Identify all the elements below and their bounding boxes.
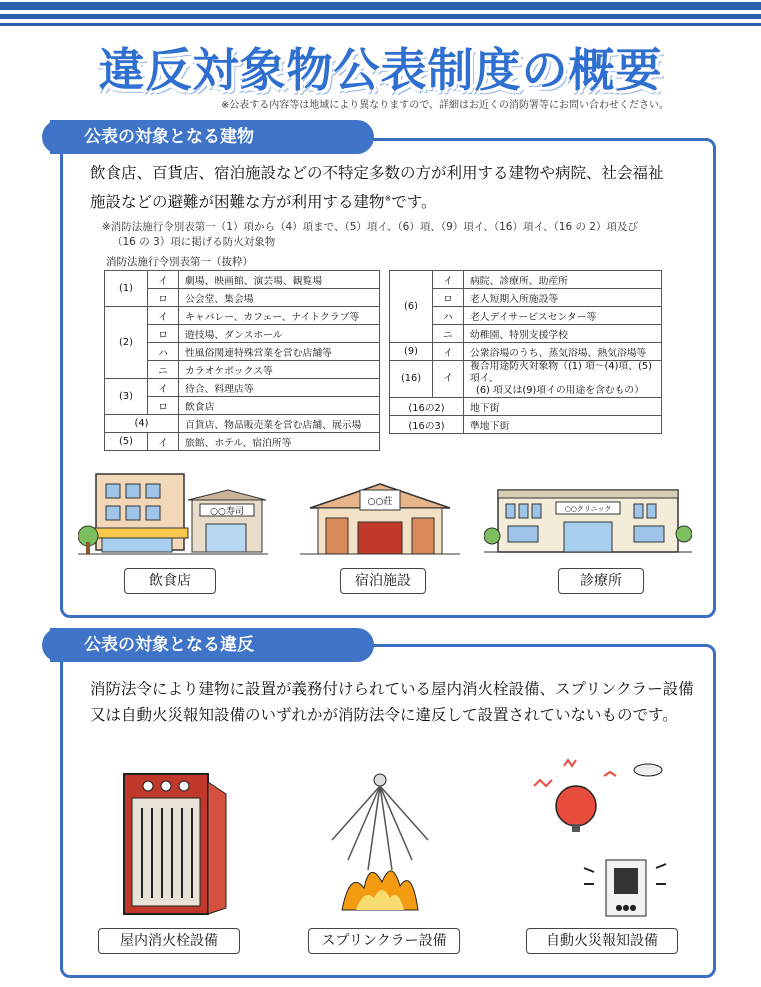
table-row: (2) イ キャバレー、カフェー、ナイトクラブ等 xyxy=(105,307,380,325)
table-row: (16) イ 複合用途防火対象物（(1) 項～(4)項、(5) 項イ、 (6) 項又は(9)項イの用途を含むもの） xyxy=(390,361,662,398)
violations-lead xyxy=(90,676,700,728)
building-label-lodging: 宿泊施設 xyxy=(340,568,426,594)
header-stripes xyxy=(0,0,761,30)
table-caption: 消防法施行令別表第一（抜粋） xyxy=(106,256,253,268)
section-violations-heading: 公表の対象となる違反 xyxy=(58,628,374,662)
equipment-label-alarm: 自動火災報知設備 xyxy=(526,928,678,954)
building-label-clinic: 診療所 xyxy=(558,568,644,594)
law-table-right xyxy=(389,270,662,434)
lodging-building-illustration xyxy=(300,478,460,558)
table-row: ロ 飲食店 xyxy=(105,397,380,415)
table-row: (6) イ 病院、診療所、助産所 xyxy=(390,271,662,289)
table-row: ロ 老人短期入所施設等 xyxy=(390,289,662,307)
violations-lead-line1: 消防法令により建物に設置が義務付けられている屋内消火栓設備、スプリンクラー設備 xyxy=(90,680,694,698)
svg-text:●●●: ●●● xyxy=(615,903,637,912)
table-row: ハ 老人デイサービスセンター等 xyxy=(390,307,662,325)
table-row: ニ カラオケボックス等 xyxy=(105,361,380,379)
law-table-left xyxy=(104,270,380,451)
page-note: ※公表する内容等は地域により異なりますので、詳細はお近くの消防署等にお問い合わせください。 xyxy=(220,100,669,111)
buildings-lead-line1: 飲食店、百貨店、宿泊施設などの不特定多数の方が利用する建物や病院、社会福祉 xyxy=(90,164,664,182)
fire-alarm-icon xyxy=(524,756,674,920)
table-row: (9) イ 公衆浴場のうち、蒸気浴場、熱気浴場等 xyxy=(390,343,662,361)
hydrant-cabinet-icon xyxy=(112,768,232,918)
page-title: 違反対象物公表制度の概要 xyxy=(98,43,663,97)
clinic-building-illustration xyxy=(484,482,692,558)
table-row: (4) 百貨店、物品販売業を営む店舗、展示場 xyxy=(105,415,380,433)
table-row: ロ 公会堂、集会場 xyxy=(105,289,380,307)
equipment-label-hydrant: 屋内消火栓設備 xyxy=(98,928,240,954)
table-row: ロ 遊技場、ダンスホール xyxy=(105,325,380,343)
sign-text: ○○荘 xyxy=(367,497,393,507)
table-row: ニ 幼稚園、特別支援学校 xyxy=(390,325,662,343)
table-row: (3) イ 待合、料理店等 xyxy=(105,379,380,397)
buildings-lead xyxy=(90,160,700,215)
sign-text: ○○寿司 xyxy=(210,507,244,517)
sprinkler-icon xyxy=(322,770,438,920)
buildings-footnote: ※消防法施行令別表第一（1）項から（4）項まで、（5）項イ、（6）項、（9）項イ、（16）項イ、（16 の 2）項及び （16 の 3）項に掲げる防火対象物 xyxy=(102,221,638,248)
table-row: (16の3) 準地下街 xyxy=(390,416,662,434)
buildings-lead-line2: 施設などの避難が困難な方が利用する建物※です。 xyxy=(90,193,437,212)
sign-text: ○○クリニック xyxy=(564,505,612,513)
table-row: (1) イ 劇場、映画館、演芸場、観覧場 xyxy=(105,271,380,289)
building-label-restaurant: 飲食店 xyxy=(124,568,216,594)
section-buildings-heading: 公表の対象となる建物 xyxy=(58,120,374,154)
violations-lead-line2: 又は自動火災報知設備のいずれかが消防法令に違反して設置されていないものです。 xyxy=(90,706,678,724)
table-row: ハ 性風俗関連特殊営業を営む店舗等 xyxy=(105,343,380,361)
equipment-label-sprinkler: スプリンクラー設備 xyxy=(308,928,460,954)
table-row: (16の2) 地下街 xyxy=(390,398,662,416)
restaurant-building-illustration xyxy=(78,466,268,558)
table-row: (5) イ 旅館、ホテル、宿泊所等 xyxy=(105,433,380,451)
